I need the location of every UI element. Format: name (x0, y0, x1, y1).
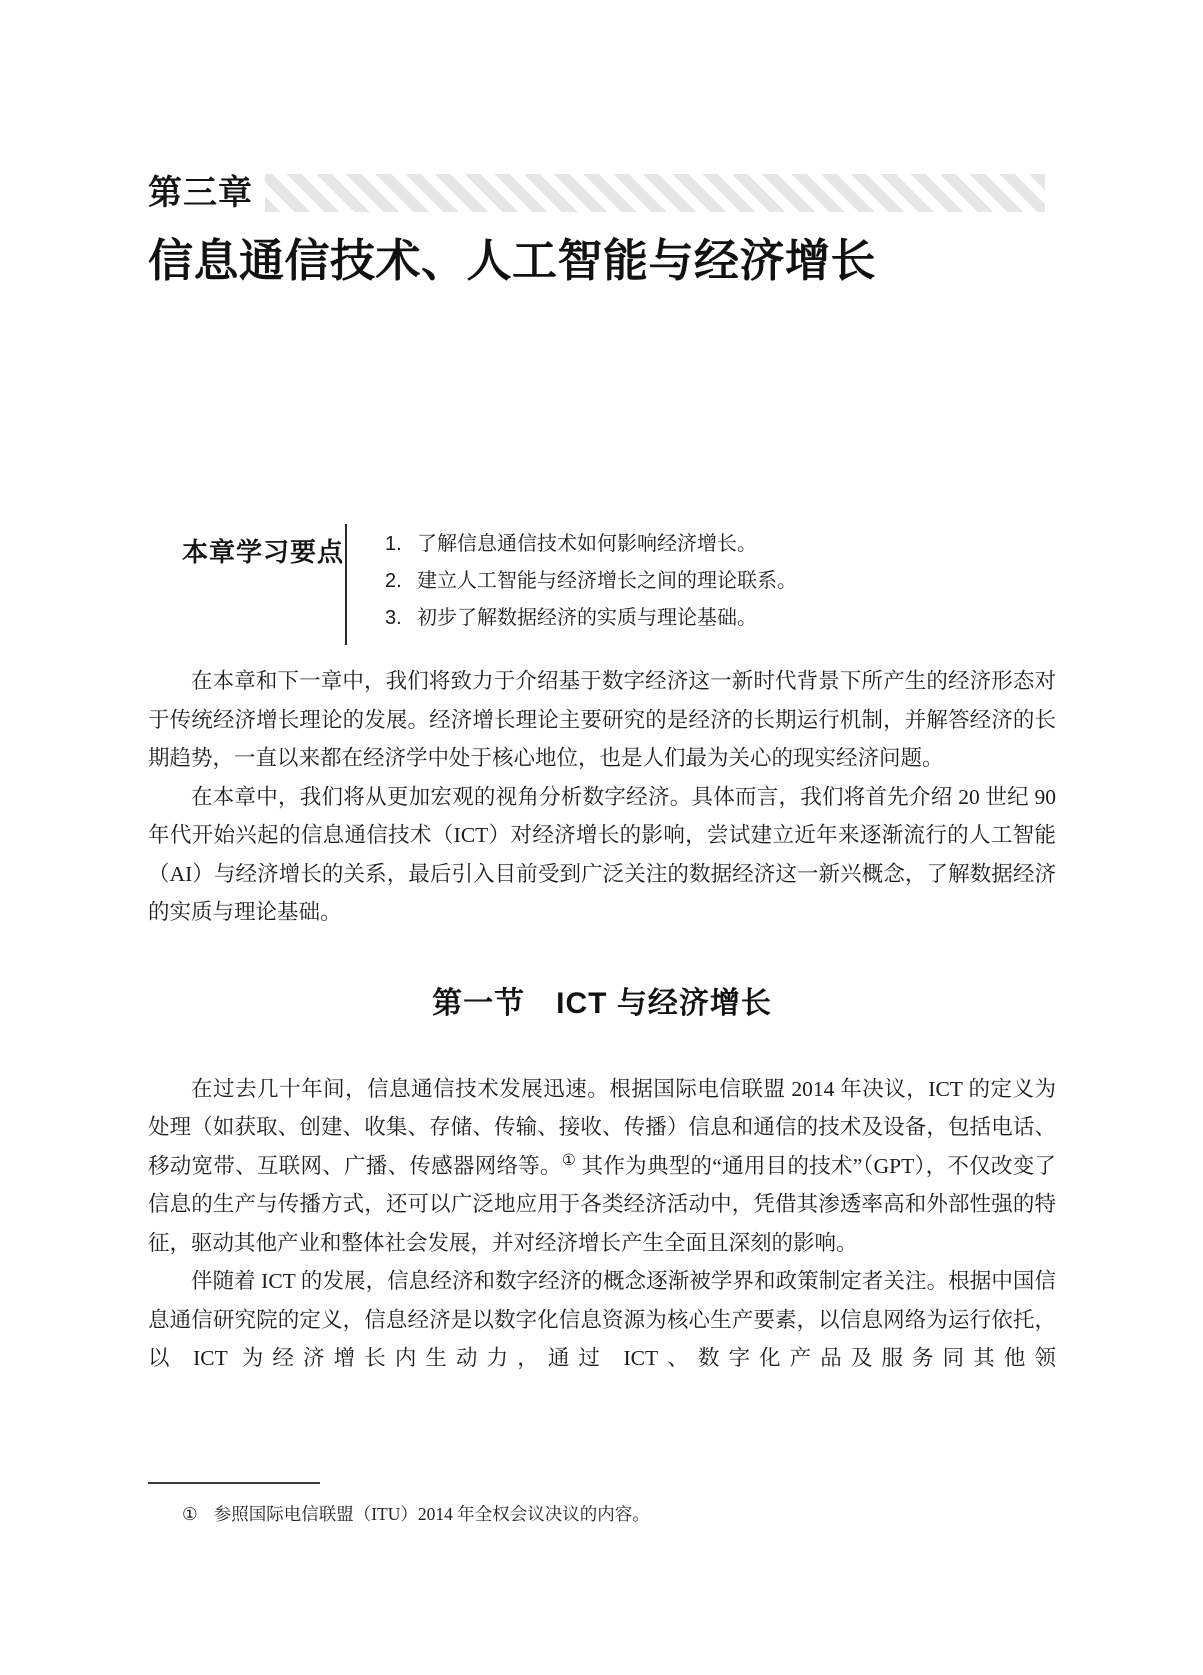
footnote-reference-mark: ① (561, 1151, 576, 1169)
paragraph-text: 在过去几十年间，信息通信技术发展迅速。根据国际电信联盟 2014 年决议，ICT 的定义为处理（如获取、创建、收集、存储、传输、接收、传播）信息和通信的技术及设备，包括电话、移动宽带、互联网、广播、传感器网络等。 (148, 1076, 1056, 1178)
chapter-label: 第三章 (148, 174, 253, 212)
footnote (148, 1500, 1056, 1528)
footnote-divider-line (148, 1482, 320, 1484)
paragraph: 在本章中，我们将从更加宏观的视角分析数字经济。具体而言，我们将首先介绍 20 世纪 90 年代开始兴起的信息通信技术（ICT）对经济增长的影响，尝试建立近年来逐渐流行的人工智能（AI）与经济增长的关系，最后引入目前受到广泛关注的数据经济这一新兴概念，了解数据经济的实质与理论基础。 (148, 784, 1056, 924)
section-heading: 第一节 ICT 与经济增长 (432, 986, 772, 1020)
paragraph: 伴随着 ICT 的发展，信息经济和数字经济的概念逐渐被学界和政策制定者关注。根据中国信息通信研究院的定义，信息经济是以数字化信息资源为核心生产要素，以信息网络为运行依托，以 ICT 为经济增长内生动力，通过 ICT、数字化产品及服务同其他领 (148, 1269, 1056, 1370)
item-number: 3. (385, 607, 402, 629)
footnote-marker: ① (182, 1504, 198, 1524)
item-number: 1. (385, 533, 402, 555)
diagonal-stripes-decoration (265, 174, 1045, 212)
item-text: 初步了解数据经济的实质与理论基础。 (417, 607, 757, 629)
learning-points-list (347, 524, 1056, 645)
paragraph (148, 1070, 1056, 1263)
paragraph: 在本章和下一章中，我们将致力于介绍基于数字经济这一新时代背景下所产生的经济形态对于传统经济增长理论的发展。经济增长理论主要研究的是经济的长期运行机制，并解答经济的长期趋势，一直以来都在经济学中处于核心地位，也是人们最为关心的现实经济问题。 (148, 669, 1056, 770)
footnote-text: 参照国际电信联盟（ITU）2014 年全权会议决议的内容。 (213, 1504, 650, 1524)
chapter-banner (148, 174, 1045, 212)
footnote-area (148, 1482, 1056, 1528)
list-item (385, 563, 1056, 600)
paragraph-text: 其作为典型的“通用目的技术”（GPT），不仅改变了信息的生产与传播方式，还可以广泛地应用于各类经济活动中，凭借其渗透率高和外部性强的特征，驱动其他产业和整体社会发展，并对经济增长产生全面且深刻的影响。 (148, 1153, 1056, 1255)
item-text: 建立人工智能与经济增长之间的理论联系。 (417, 570, 797, 592)
body-text (148, 662, 1056, 1378)
list-item (385, 526, 1056, 563)
chapter-title: 信息通信技术、人工智能与经济增长 (148, 236, 877, 286)
item-number: 2. (385, 570, 402, 592)
learning-points-label: 本章学习要点 (182, 537, 345, 567)
list-item (385, 600, 1056, 637)
learning-points-box (148, 524, 1056, 645)
item-text: 了解信息通信技术如何影响经济增长。 (417, 533, 757, 555)
